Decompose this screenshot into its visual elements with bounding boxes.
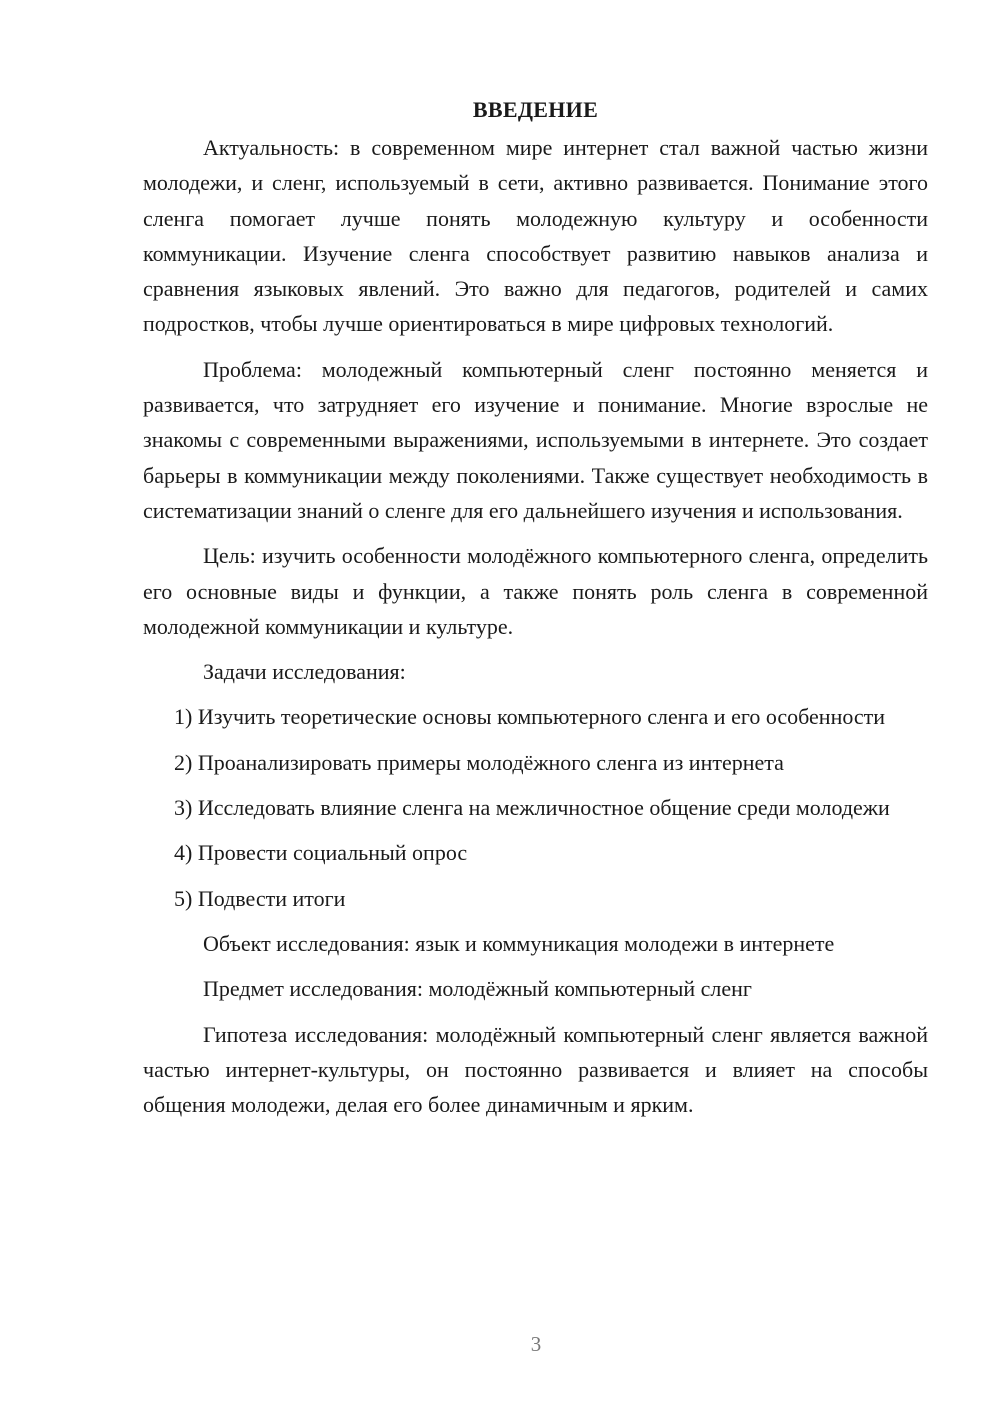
document-page: [143, 92, 928, 1132]
tasks-heading: Задачи исследования:: [203, 659, 406, 685]
list-item: 1) Изучить теоретические основы компьютерного сленга и его особенности: [174, 704, 886, 730]
goal-paragraph: Цель: изучить особенности молодёжного компьютерного сленга, определить его основные виды и функции, а также понять роль сленга в современной молодежной коммуникации и культуре.: [143, 543, 928, 639]
page-number: 3: [530, 1332, 542, 1356]
research-object: Объект исследования: язык и коммуникация молодежи в интернете: [203, 930, 835, 956]
list-item: 2) Проанализировать примеры молодёжного сленга из интернета: [174, 749, 784, 775]
list-item: 3) Исследовать влияние сленга на межличностное общение среди молодежи: [174, 795, 890, 821]
page-title: ВВЕДЕНИЕ: [472, 97, 599, 122]
research-subject: Предмет исследования: молодёжный компьютерный сленг: [203, 976, 752, 1002]
problem-paragraph: Проблема: молодежный компьютерный сленг постоянно меняется и развивается, что затрудняет его изучение и понимание. Многие взрослые не знакомы с современными выражениями, используемыми в интернете. Это создает барьеры в коммуникации между поколениями. Также существует необходимость в систематизации знаний о сленге для его дальнейшего изучения и использования.: [143, 356, 928, 523]
hypothesis-paragraph: Гипотеза исследования: молодёжный компьютерный сленг является важной частью интернет-культуры, он постоянно развивается и влияет на способы общения молодежи, делая его более динамичным и ярким.: [143, 1021, 928, 1118]
list-item: 4) Провести социальный опрос: [174, 840, 468, 866]
relevance-paragraph: Актуальность: в современном мире интернет стал важной частью жизни молодежи, и сленг, используемый в сети, активно развивается. Понимание этого сленга помогает лучше понять молодежную культуру и особенности коммуникации. Изучение сленга способствует развитию навыков анализа и сравнения языковых явлений. Это важно для педагогов, родителей и самих подростков, чтобы лучше ориентироваться в мире цифровых технологий.: [143, 135, 928, 337]
list-item: 5) Подвести итоги: [174, 885, 346, 911]
tasks-list: [143, 699, 928, 915]
